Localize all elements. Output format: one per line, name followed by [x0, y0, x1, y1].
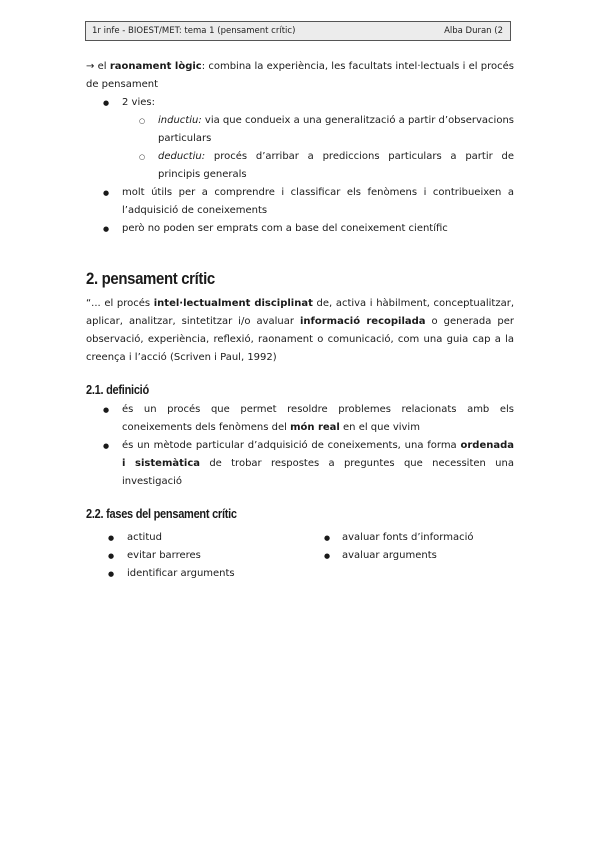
logic-list [86, 94, 514, 238]
ways-label: 2 vies: [122, 97, 155, 108]
deductive-term: deductiu: [158, 151, 206, 162]
fases-right-list [300, 529, 514, 583]
logic-term: raonament lògic [109, 61, 202, 72]
logic-pre: el [97, 61, 107, 72]
list-item: ● avaluar arguments [300, 547, 514, 565]
quote-part: “... el procés [86, 298, 154, 309]
list-item [86, 437, 514, 491]
item-bold: món real [290, 422, 340, 433]
list-item: ● molt útils per a comprendre i classificar els fenòmens i contribueixen a l’adquisició de coneixements [86, 184, 514, 220]
list-item [86, 401, 514, 437]
list-item: ● evitar barreres [86, 547, 300, 565]
fases-left-list [86, 529, 300, 583]
quote-bold: informació recopilada [299, 316, 426, 327]
ways-sublist [86, 112, 514, 184]
quote-part: de, activa i hàbilment, conceptualitzar, aplicar, analitzar, sintetitzar i/o avaluar [86, 298, 515, 327]
inductive-text: via que condueix a una generalització a partir d’observacions particulars [158, 115, 514, 144]
list-item [86, 112, 514, 148]
list-item [86, 94, 514, 184]
subsection-title-definicio: 2.1. definició [86, 383, 149, 397]
quote-part: o generada per observació, experiència, reflexió, raonament o comunicació, com una guia cap a la creença i l’acció (Scriven i Paul, 1992) [86, 316, 514, 363]
quote-bold: intel·lectualment disciplinat [153, 298, 313, 309]
fases-columns [86, 529, 514, 583]
list-item: ● però no poden ser emprats com a base del coneixement científic [86, 220, 514, 238]
list-item [86, 148, 514, 184]
definition-quote [86, 295, 514, 367]
list-item: ● avaluar fonts d’informació [300, 529, 514, 547]
item-text: és un procés que permet resoldre problemes relacionats amb els coneixements dels fenòmens del [122, 404, 514, 433]
logic-paragraph [86, 58, 514, 94]
arrow-icon: → [86, 61, 95, 72]
item-text: de trobar respostes a preguntes que necessiten una investigació [122, 458, 514, 487]
header-title: 1r infe - BIOEST/MET: tema 1 (pensament crític) [92, 26, 296, 36]
item-text: és un mètode particular d’adquisició de coneixements, una forma [122, 440, 461, 451]
item-bold: ordenada i sistemàtica [122, 440, 514, 469]
list-item: ● identificar arguments [86, 565, 300, 583]
deductive-text: procés d’arribar a prediccions particulars a partir de principis generals [158, 151, 514, 180]
document-body [86, 58, 514, 583]
section-title: 2. pensament crític [86, 269, 215, 288]
logic-definition: : combina la experiència, les facultats intel·lectuals i el procés de pensament [86, 61, 514, 90]
item-text: en el que vivim [339, 422, 420, 433]
subsection-title-fases: 2.2. fases del pensament crític [86, 507, 237, 521]
definicio-list [86, 401, 514, 491]
page-header [85, 21, 511, 41]
list-item: ● actitud [86, 529, 300, 547]
inductive-term: inductiu: [158, 115, 202, 126]
header-author: Alba Duran (2 [444, 26, 503, 36]
